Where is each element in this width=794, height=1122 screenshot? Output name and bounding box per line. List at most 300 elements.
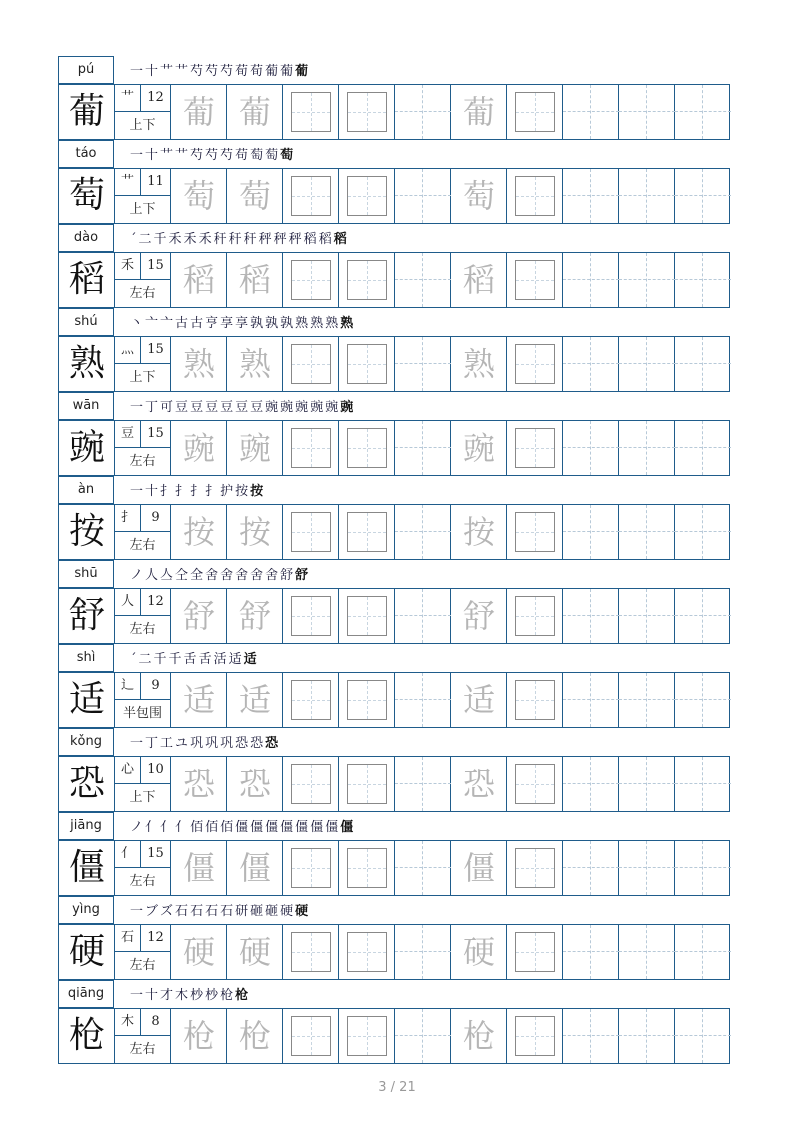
trace-cell <box>171 85 227 139</box>
trace-character: 适 <box>182 681 215 719</box>
tian-zi-box <box>347 596 387 636</box>
tian-zi-box <box>347 260 387 300</box>
practice-box-cell <box>339 841 395 895</box>
stroke-order-sequence <box>130 60 310 84</box>
page-indicator: 3 / 21 <box>378 1080 416 1095</box>
main-character: 舒 <box>68 595 105 636</box>
guide-line <box>516 700 554 701</box>
stroke-step: 豌 <box>265 400 279 415</box>
stroke-step: 研 <box>235 904 249 919</box>
stroke-step: 禾 <box>198 232 212 247</box>
empty-practice-cell <box>563 589 619 643</box>
guide-line <box>675 279 731 280</box>
trace-character: 豌 <box>182 429 215 467</box>
stroke-step: 孰 <box>250 316 264 331</box>
writing-grid-row <box>58 336 730 392</box>
guide-line <box>675 195 731 196</box>
radical-label: 亻 <box>115 841 141 868</box>
guide-line <box>422 337 423 391</box>
tian-zi-box <box>515 176 555 216</box>
trace-cell <box>451 85 507 139</box>
stroke-step: 一 <box>130 736 144 751</box>
trace-character: 硬 <box>462 933 495 971</box>
practice-box-cell <box>507 421 563 475</box>
stroke-step: 舒 <box>295 568 309 583</box>
empty-practice-cell <box>619 169 675 223</box>
stroke-step: 豌 <box>280 400 294 415</box>
guide-line <box>563 783 619 784</box>
trace-character: 稻 <box>238 261 271 299</box>
stroke-step: 豆 <box>205 400 219 415</box>
writing-grid-row <box>58 168 730 224</box>
guide-line <box>590 421 591 475</box>
empty-practice-cell <box>395 1009 451 1063</box>
structure-label: 左右 <box>129 1042 156 1057</box>
guide-line <box>702 337 703 391</box>
guide-line <box>516 448 554 449</box>
practice-box-cell <box>507 925 563 979</box>
main-character: 枪 <box>68 1015 105 1056</box>
guide-line <box>395 699 451 700</box>
trace-cell <box>227 841 283 895</box>
empty-practice-cell <box>619 757 675 811</box>
trace-cell <box>171 1009 227 1063</box>
empty-practice-cell <box>563 85 619 139</box>
stroke-step: 一 <box>130 484 144 499</box>
main-character: 葡 <box>68 91 105 132</box>
empty-practice-cell <box>563 1009 619 1063</box>
tian-zi-box <box>347 344 387 384</box>
stroke-step: 古 <box>190 316 204 331</box>
stroke-step: 一 <box>130 400 144 415</box>
guide-line <box>702 589 703 643</box>
character-info-cell <box>115 505 171 559</box>
radical-label: 石 <box>115 925 141 952</box>
guide-line <box>348 364 386 365</box>
guide-line <box>619 447 675 448</box>
trace-cell <box>227 673 283 727</box>
tian-zi-box <box>347 680 387 720</box>
stroke-step: 僵 <box>250 820 264 835</box>
practice-box-cell <box>339 337 395 391</box>
main-character: 豌 <box>68 427 105 468</box>
trace-cell <box>227 253 283 307</box>
trace-character: 舒 <box>462 597 495 635</box>
stroke-step: 孰 <box>265 316 279 331</box>
tian-zi-box <box>515 932 555 972</box>
stroke-step: 十 <box>145 64 159 79</box>
stroke-count: 15 <box>141 421 170 448</box>
trace-character: 豌 <box>238 429 271 467</box>
practice-box-cell <box>283 673 339 727</box>
stroke-step: 艹 <box>160 148 174 163</box>
writing-grid-row <box>58 252 730 308</box>
stroke-order-sequence <box>130 648 259 672</box>
stroke-step: 熟 <box>310 316 324 331</box>
tian-zi-box <box>515 428 555 468</box>
stroke-step: 秤 <box>258 232 272 247</box>
guide-line <box>563 195 619 196</box>
stroke-step: 适 <box>228 652 242 667</box>
guide-line <box>563 111 619 112</box>
empty-practice-cell <box>395 337 451 391</box>
empty-practice-cell <box>395 757 451 811</box>
stroke-step: 秆 <box>243 232 257 247</box>
stroke-step: 才 <box>160 988 174 1003</box>
guide-line <box>646 85 647 139</box>
main-character: 硬 <box>68 931 105 972</box>
trace-cell <box>171 337 227 391</box>
practice-box-cell <box>339 757 395 811</box>
main-character-cell <box>59 253 115 307</box>
stroke-count: 8 <box>141 1009 170 1036</box>
stroke-step: 葡 <box>295 64 309 79</box>
guide-line <box>619 699 675 700</box>
radical-label: 人 <box>115 589 141 616</box>
guide-line <box>348 112 386 113</box>
main-character: 僵 <box>68 847 105 888</box>
stroke-step: 豌 <box>325 400 339 415</box>
trace-character: 葡 <box>182 93 215 131</box>
guide-line <box>563 699 619 700</box>
trace-cell <box>171 925 227 979</box>
tian-zi-box <box>291 512 331 552</box>
practice-box-cell <box>339 925 395 979</box>
stroke-step: 硬 <box>295 904 309 919</box>
radical-label: 灬 <box>115 337 141 364</box>
stroke-step: 舍 <box>235 568 249 583</box>
writing-grid-row <box>58 840 730 896</box>
practice-box-cell <box>507 85 563 139</box>
guide-line <box>516 280 554 281</box>
stroke-order-sequence <box>130 396 355 420</box>
stroke-step: 扌 <box>190 484 204 499</box>
empty-practice-cell <box>395 85 451 139</box>
guide-line <box>292 868 330 869</box>
trace-cell <box>171 253 227 307</box>
character-info-cell <box>115 85 171 139</box>
stroke-step: 豆 <box>220 400 234 415</box>
main-character-cell <box>59 757 115 811</box>
trace-character: 僵 <box>238 849 271 887</box>
practice-box-cell <box>507 169 563 223</box>
stroke-step: 枪 <box>220 988 234 1003</box>
stroke-step: 享 <box>220 316 234 331</box>
main-character: 恐 <box>68 763 105 804</box>
trace-cell <box>171 757 227 811</box>
main-character-cell <box>59 85 115 139</box>
stroke-step: 千 <box>153 652 167 667</box>
main-character: 稻 <box>68 259 105 300</box>
tian-zi-box <box>347 512 387 552</box>
stroke-step: 扌 <box>205 484 219 499</box>
trace-cell <box>171 841 227 895</box>
tian-zi-box <box>291 932 331 972</box>
stroke-step: 巩 <box>205 736 219 751</box>
stroke-step: 巩 <box>190 736 204 751</box>
guide-line <box>646 253 647 307</box>
guide-line <box>702 841 703 895</box>
practice-box-cell <box>507 673 563 727</box>
stroke-step: 适 <box>243 652 257 667</box>
radical-label: 心 <box>115 757 141 784</box>
trace-cell <box>227 589 283 643</box>
stroke-count: 12 <box>141 589 170 616</box>
tian-zi-box <box>515 596 555 636</box>
tian-zi-box <box>291 1016 331 1056</box>
stroke-order-sequence <box>130 312 355 336</box>
empty-practice-cell <box>395 925 451 979</box>
structure-label: 上下 <box>129 202 156 217</box>
empty-practice-cell <box>619 925 675 979</box>
guide-line <box>702 421 703 475</box>
practice-box-cell <box>283 925 339 979</box>
guide-line <box>348 1036 386 1037</box>
practice-box-cell <box>507 841 563 895</box>
stroke-order-sequence <box>130 816 355 840</box>
radical-label: 艹 <box>115 85 141 112</box>
stroke-step: 亠 <box>160 316 174 331</box>
guide-line <box>516 784 554 785</box>
trace-cell <box>227 337 283 391</box>
stroke-count: 15 <box>141 841 170 868</box>
guide-line <box>646 925 647 979</box>
trace-character: 枪 <box>238 1017 271 1055</box>
guide-line <box>646 673 647 727</box>
guide-line <box>590 85 591 139</box>
stroke-step: 秤 <box>273 232 287 247</box>
main-character-cell <box>59 673 115 727</box>
empty-practice-cell <box>675 841 731 895</box>
structure-label: 半包围 <box>122 706 162 721</box>
guide-line <box>292 280 330 281</box>
tian-zi-box <box>347 764 387 804</box>
stroke-step: 一 <box>130 148 144 163</box>
stroke-step: 石 <box>205 904 219 919</box>
main-character-cell <box>59 841 115 895</box>
trace-cell <box>227 421 283 475</box>
stroke-step: ˊ <box>130 652 137 667</box>
stroke-step: 护 <box>220 484 234 499</box>
guide-line <box>292 448 330 449</box>
stroke-step: 秆 <box>228 232 242 247</box>
structure-label: 左右 <box>129 454 156 469</box>
stroke-step: 一 <box>130 988 144 1003</box>
trace-character: 萄 <box>182 177 215 215</box>
character-entry <box>58 728 730 812</box>
tian-zi-box <box>515 260 555 300</box>
trace-cell <box>171 673 227 727</box>
radical-label: 扌 <box>115 505 141 532</box>
main-character-cell <box>59 337 115 391</box>
stroke-step: 一 <box>130 64 144 79</box>
trace-character: 葡 <box>462 93 495 131</box>
stroke-step: 舍 <box>205 568 219 583</box>
character-entry <box>58 392 730 476</box>
stroke-step: ノ <box>130 820 144 835</box>
stroke-step: 亻 <box>175 820 189 835</box>
trace-character: 按 <box>238 513 271 551</box>
trace-cell <box>227 925 283 979</box>
empty-practice-cell <box>563 253 619 307</box>
trace-cell <box>451 757 507 811</box>
stroke-step: 全 <box>190 568 204 583</box>
stroke-step: 葡 <box>280 64 294 79</box>
guide-line <box>292 112 330 113</box>
empty-practice-cell <box>675 253 731 307</box>
stroke-step: 豌 <box>295 400 309 415</box>
pinyin-label: wān <box>58 392 114 420</box>
guide-line <box>422 169 423 223</box>
guide-line <box>292 952 330 953</box>
stroke-step: 亻 <box>160 820 174 835</box>
stroke-step: 稻 <box>303 232 317 247</box>
guide-line <box>646 337 647 391</box>
trace-character: 僵 <box>462 849 495 887</box>
guide-line <box>395 867 451 868</box>
stroke-step: 恐 <box>265 736 279 751</box>
character-info-cell <box>115 589 171 643</box>
stroke-step: 豌 <box>310 400 324 415</box>
stroke-order-sequence <box>130 144 295 168</box>
practice-box-cell <box>507 253 563 307</box>
guide-line <box>590 757 591 811</box>
stroke-count: 12 <box>141 925 170 952</box>
guide-line <box>675 1035 731 1036</box>
empty-practice-cell <box>563 169 619 223</box>
trace-character: 硬 <box>238 933 271 971</box>
stroke-step: 扌 <box>175 484 189 499</box>
stroke-step: 可 <box>160 400 174 415</box>
trace-character: 熟 <box>462 345 495 383</box>
character-info-cell <box>115 1009 171 1063</box>
character-info-cell <box>115 253 171 307</box>
guide-line <box>590 337 591 391</box>
guide-line <box>702 1009 703 1063</box>
trace-character: 恐 <box>182 765 215 803</box>
stroke-step: 芍 <box>220 148 234 163</box>
trace-cell <box>227 169 283 223</box>
stroke-step: ブ <box>145 904 159 919</box>
stroke-step: 艹 <box>175 148 189 163</box>
stroke-step: 硬 <box>280 904 294 919</box>
stroke-step: 舌 <box>198 652 212 667</box>
empty-practice-cell <box>619 337 675 391</box>
stroke-step: 秆 <box>213 232 227 247</box>
guide-line <box>675 783 731 784</box>
trace-cell <box>451 169 507 223</box>
structure-label: 左右 <box>129 874 156 889</box>
structure-label: 上下 <box>129 790 156 805</box>
pinyin-label: jiāng <box>58 812 114 840</box>
empty-practice-cell <box>619 85 675 139</box>
tian-zi-box <box>515 848 555 888</box>
guide-line <box>675 111 731 112</box>
radical-label: 禾 <box>115 253 141 280</box>
tian-zi-box <box>291 848 331 888</box>
structure-label: 左右 <box>129 958 156 973</box>
empty-practice-cell <box>675 505 731 559</box>
guide-line <box>590 253 591 307</box>
character-info-cell <box>115 925 171 979</box>
guide-line <box>516 868 554 869</box>
character-entry <box>58 224 730 308</box>
character-entry <box>58 56 730 140</box>
practice-box-cell <box>507 1009 563 1063</box>
guide-line <box>646 505 647 559</box>
stroke-step: 荀 <box>235 64 249 79</box>
practice-box-cell <box>283 253 339 307</box>
empty-practice-cell <box>675 421 731 475</box>
trace-cell <box>451 673 507 727</box>
tian-zi-box <box>515 92 555 132</box>
guide-line <box>675 615 731 616</box>
structure-label: 左右 <box>129 622 156 637</box>
guide-line <box>395 363 451 364</box>
guide-line <box>646 421 647 475</box>
radical-label: 木 <box>115 1009 141 1036</box>
stroke-step: 人 <box>145 568 159 583</box>
writing-grid-row <box>58 672 730 728</box>
stroke-step: 萄 <box>250 148 264 163</box>
trace-character: 枪 <box>462 1017 495 1055</box>
guide-line <box>702 757 703 811</box>
trace-cell <box>227 85 283 139</box>
trace-cell <box>451 589 507 643</box>
writing-grid-row <box>58 420 730 476</box>
trace-cell <box>227 757 283 811</box>
stroke-step: 一 <box>130 904 144 919</box>
practice-box-cell <box>339 673 395 727</box>
stroke-step: 舒 <box>280 568 294 583</box>
guide-line <box>395 195 451 196</box>
guide-line <box>516 196 554 197</box>
stroke-step: 按 <box>235 484 249 499</box>
trace-character: 枪 <box>182 1017 215 1055</box>
stroke-step: 葡 <box>265 64 279 79</box>
stroke-step: 恐 <box>250 736 264 751</box>
stroke-step: 芍 <box>190 64 204 79</box>
guide-line <box>292 784 330 785</box>
stroke-step: 砸 <box>265 904 279 919</box>
stroke-step: 扌 <box>160 484 174 499</box>
trace-character: 熟 <box>238 345 271 383</box>
stroke-step: 僵 <box>280 820 294 835</box>
stroke-order-sequence <box>130 900 310 924</box>
character-entry <box>58 560 730 644</box>
stroke-step: 芍 <box>205 64 219 79</box>
character-info-cell <box>115 841 171 895</box>
main-character-cell <box>59 169 115 223</box>
character-entry <box>58 308 730 392</box>
stroke-step: 僵 <box>295 820 309 835</box>
guide-line <box>516 616 554 617</box>
stroke-step: 亼 <box>160 568 174 583</box>
stroke-step: 工 <box>160 736 174 751</box>
trace-character: 舒 <box>238 597 271 635</box>
stroke-count: 9 <box>141 673 170 700</box>
empty-practice-cell <box>675 757 731 811</box>
pinyin-label: kǒng <box>58 728 114 756</box>
practice-box-cell <box>283 757 339 811</box>
guide-line <box>675 531 731 532</box>
guide-line <box>395 783 451 784</box>
empty-practice-cell <box>675 169 731 223</box>
guide-line <box>422 589 423 643</box>
empty-practice-cell <box>675 673 731 727</box>
stroke-step: 亠 <box>145 316 159 331</box>
empty-practice-cell <box>563 841 619 895</box>
